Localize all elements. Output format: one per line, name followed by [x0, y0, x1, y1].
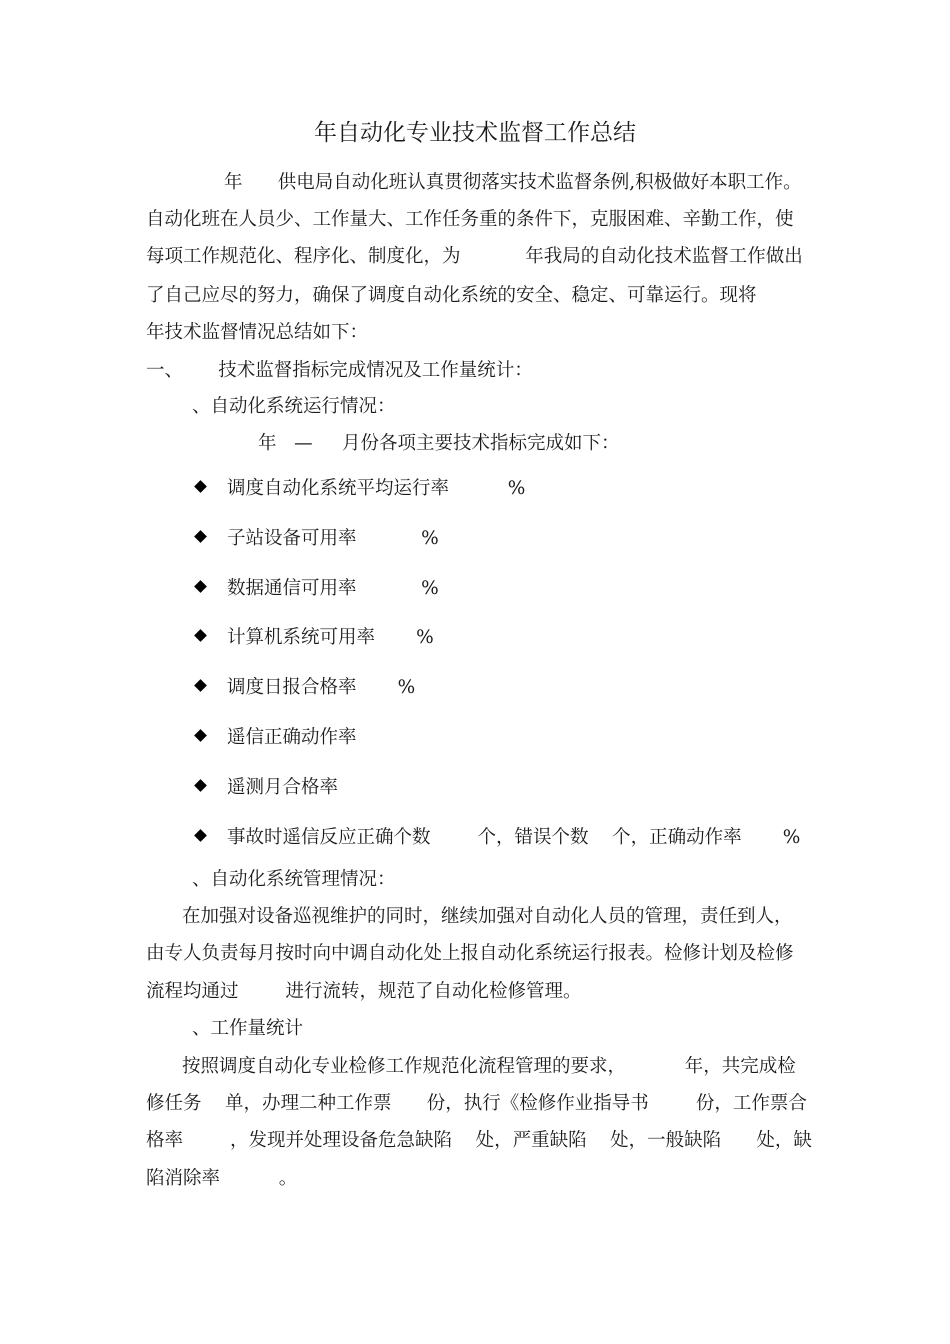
bullet-text: 遥测月合格率 — [227, 777, 339, 798]
bullet-item — [192, 775, 338, 801]
diamond-bullet-icon — [194, 580, 207, 593]
bullet-item — [192, 625, 434, 651]
subsection-3-line-2: 修任务 单，办理二种工作票 份，执行《检修作业指导书 份，工作票合 — [146, 1093, 807, 1114]
subsection-3-heading: 、工作量统计 — [192, 1018, 304, 1039]
subsection-1-heading: 、自动化系统运行情况： — [192, 396, 396, 417]
intro-line-3: 每项工作规范化、程序化、制度化，为 年我局的自动化技术监督工作做出 — [146, 246, 803, 267]
section-1-heading: 一、 技术监督指标完成情况及工作量统计： — [146, 360, 533, 381]
bullet-item — [192, 576, 439, 602]
intro-line-5: 年技术监督情况总结如下： — [146, 322, 369, 343]
subsection-2-line-2: 由专人负责每月按时向中调自动化处上报自动化系统运行报表。检修计划及检修 — [146, 943, 794, 964]
bullet-item — [192, 526, 439, 552]
subsection-3-line-4: 陷消除率 。 — [146, 1168, 298, 1189]
bullet-text: 调度日报合格率 % — [227, 677, 416, 698]
bullet-text: 子站设备可用率 % — [227, 528, 439, 549]
bullet-text: 计算机系统可用率 % — [227, 627, 434, 648]
bullet-text: 事故时遥信反应正确个数 个，错误个数 个，正确动作率 % — [227, 827, 801, 848]
bullet-item — [192, 476, 525, 502]
bullet-item — [192, 825, 800, 851]
bullet-item — [192, 675, 415, 701]
diamond-bullet-icon — [194, 729, 207, 742]
bullet-text: 调度自动化系统平均运行率 % — [227, 478, 526, 499]
diamond-bullet-icon — [194, 679, 207, 692]
subsection-2-line-3: 流程均通过 进行流转，规范了自动化检修管理。 — [146, 981, 582, 1002]
diamond-bullet-icon — [194, 629, 207, 642]
diamond-bullet-icon — [194, 480, 207, 493]
subsection-2-line-1: 在加强对设备巡视维护的同时，继续加强对自动化人员的管理，责任到人， — [182, 906, 793, 927]
diamond-bullet-icon — [194, 829, 207, 842]
intro-line-2: 自动化班在人员少、工作量大、工作任务重的条件下，克服困难、辛勤工作，使 — [146, 209, 794, 230]
bullet-text: 遥信正确动作率 — [227, 727, 357, 748]
document-title: 年自动化专业技术监督工作总结 — [314, 120, 636, 146]
intro-line-4: 了自己应尽的努力，确保了调度自动化系统的安全、稳定、可靠运行。现将 — [146, 285, 757, 306]
diamond-bullet-icon — [194, 779, 207, 792]
subsection-3-line-3: 格率 ，发现并处理设备危急缺陷 处，严重缺陷 处，一般缺陷 处，缺 — [146, 1130, 812, 1151]
subsection-3-line-1: 按照调度自动化专业检修工作规范化流程管理的要求， 年，共完成检 — [182, 1056, 796, 1077]
bullet-text: 数据通信可用率 % — [227, 578, 439, 599]
bullet-item — [192, 725, 357, 751]
subsection-1-intro: 年 — 月份各项主要技术指标完成如下： — [258, 433, 620, 454]
diamond-bullet-icon — [194, 530, 207, 543]
subsection-2-heading: 、自动化系统管理情况： — [192, 869, 396, 890]
intro-line-1: 年 供电局自动化班认真贯彻落实技术监督条例,积极做好本职工作。 — [224, 172, 802, 193]
